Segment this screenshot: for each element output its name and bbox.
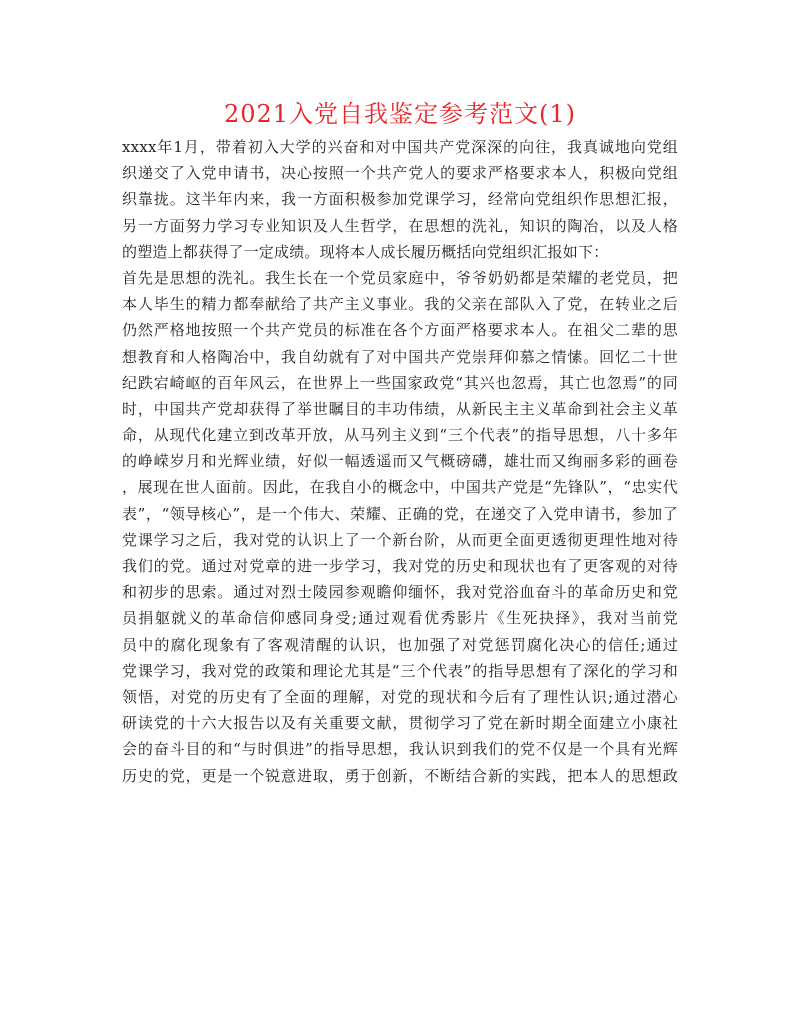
- document-title: 2021入党自我鉴定参考范文(1): [223, 100, 577, 128]
- text-line: xxxx年1月，带着初入大学的兴奋和对中国共产党深深的向往，我真诚地向党组: [122, 138, 678, 156]
- text-line: 命，从现代化建立到改革开放，从马列主义到“三个代表”的指导思想，八十多年: [122, 426, 678, 445]
- text-line: 首先是思想的洗礼。我生长在一个党员家庭中，爷爷奶奶都是荣耀的老党员，把: [122, 268, 678, 287]
- text-line: 领悟，对党的历史有了全面的理解，对党的现状和今后有了理性认识;通过潜心: [122, 687, 678, 706]
- text-line: 员中的腐化现象有了客观清醒的认识，也加强了对党惩罚腐化决心的信任;通过: [122, 635, 678, 654]
- text-line: 员捐躯就义的革命信仰感同身受;通过观看优秀影片《生死抉择》，我对当前党: [122, 609, 678, 628]
- text-line: 会的奋斗目的和“与时俱进”的指导思想，我认识到我们的党不仅是一个具有光辉: [122, 740, 678, 759]
- text-line: 我们的党。通过对党章的进一步学习，我对党的历史和现状也有了更客观的对待: [122, 557, 678, 575]
- document-body: [122, 134, 678, 789]
- text-line: 本人毕生的精力都奉献给了共产主义事业。我的父亲在部队入了党，在转业之后: [122, 295, 678, 314]
- text-line: 研读党的十六大报告以及有关重要文献，贯彻学习了党在新时期全面建立小康社: [122, 714, 678, 733]
- text-line: 织靠拢。这半年内来，我一方面积极参加党课学习，经常向党组织作思想汇报，: [122, 190, 678, 209]
- text-line: 历史的党，更是一个锐意进取，勇于创新，不断结合新的实践，把本人的思想政: [122, 766, 678, 785]
- text-line: 表”，“领导核心”，是一个伟大、荣耀、正确的党，在递交了入党申请书，参加了: [122, 504, 678, 523]
- text-line: 纪跌宕崎岖的百年风云，在世界上一些国家政党“其兴也忽焉，其亡也忽焉”的同: [122, 373, 678, 392]
- text-line: 党课学习，我对党的政策和理论尤其是“三个代表”的指导思想有了深化的学习和: [122, 661, 678, 680]
- text-line: 和初步的思索。通过对烈士陵园参观瞻仰缅怀，我对党浴血奋斗的革命历史和党: [122, 583, 678, 602]
- text-line: 另一方面努力学习专业知识及人生哲学，在思想的洗礼，知识的陶冶，以及人格: [122, 216, 678, 235]
- text-line: 党课学习之后，我对党的认识上了一个新台阶，从而更全面更透彻更理性地对待: [122, 530, 678, 549]
- text-line: 想教育和人格陶冶中，我自幼就有了对中国共产党崇拜仰慕之情愫。回忆二十世: [122, 347, 678, 366]
- text-line: 织递交了入党申请书，决心按照一个共产党人的要求严格要求本人，积极向党组: [122, 164, 678, 183]
- text-line: 仍然严格地按照一个共产党员的标准在各个方面严格要求本人。在祖父二辈的思: [122, 321, 678, 340]
- text-line: 时，中国共产党却获得了举世瞩目的丰功伟绩，从新民主主义革命到社会主义革: [122, 399, 678, 418]
- text-line: ，展现在世人面前。因此，在我自小的概念中，中国共产党是“先锋队”，“忠实代: [122, 478, 678, 497]
- text-line: 的峥嵘岁月和光辉业绩，好似一幅透遥而又气概磅礴，雄壮而又绚丽多彩的画卷: [122, 452, 678, 471]
- text-line: 的塑造上都获得了一定成绩。现将本人成长履历概括向党组织汇报如下：: [122, 242, 609, 261]
